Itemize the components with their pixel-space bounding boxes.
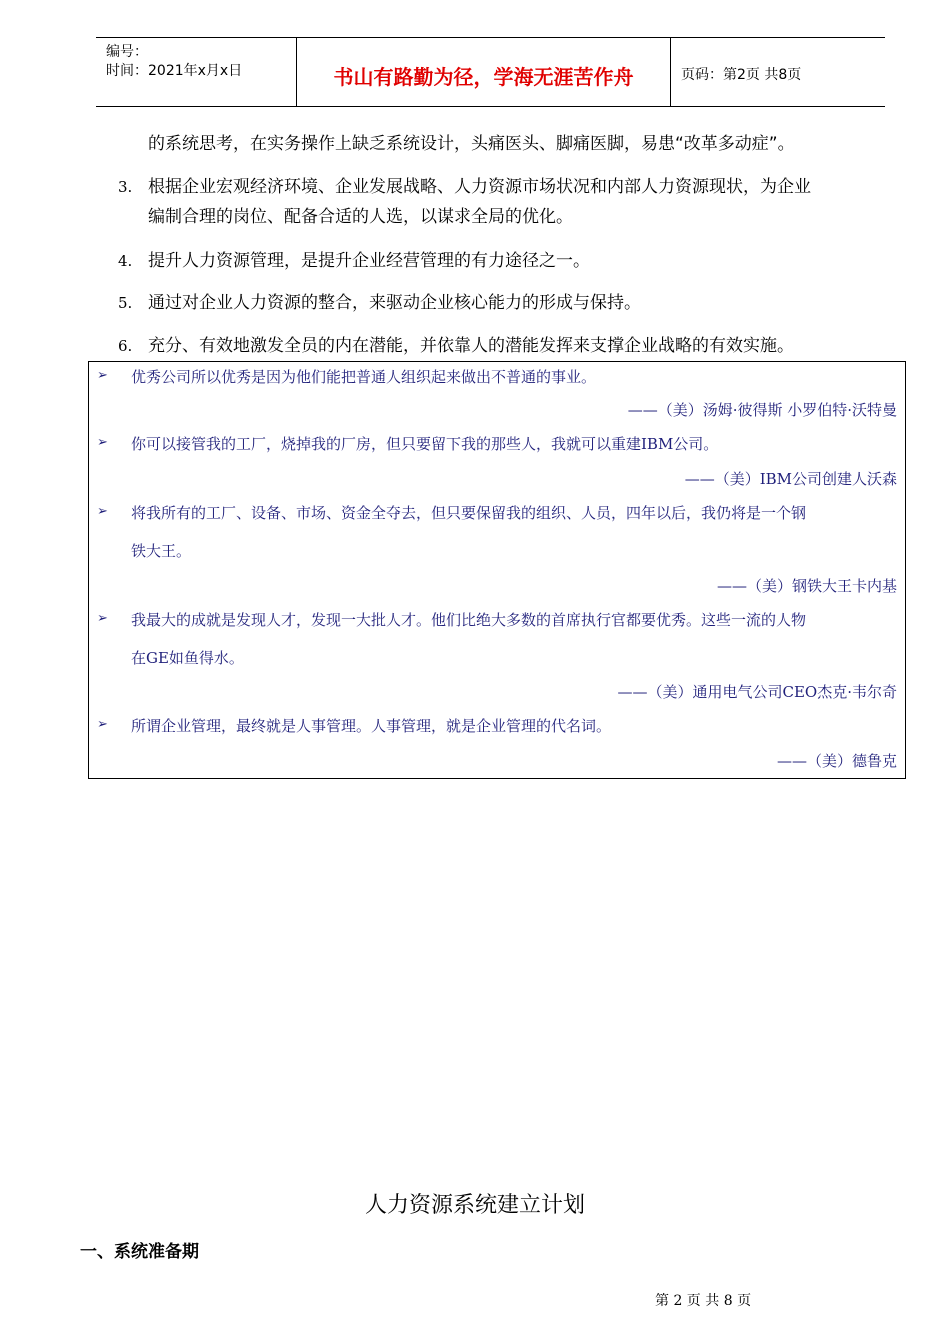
header-motto: 书山有路勤为径，学海无涯苦作舟: [333, 65, 634, 89]
list-item-number: 6.: [118, 337, 133, 355]
header-page-cell: [671, 38, 885, 106]
quote-text: 铁大王。: [131, 542, 192, 560]
page-footer: 第 2 页 共 8 页: [655, 1293, 752, 1309]
document-number-label: 编号：: [106, 44, 148, 60]
arrow-bullet-icon: ➢: [97, 368, 108, 383]
list-item-text: 提升人力资源管理，是提升企业经营管理的有力途径之一。: [148, 251, 590, 271]
quote-attribution: ——（美）德鲁克: [776, 752, 897, 770]
quote-text: 优秀公司所以优秀是因为他们能把普通人组织起来做出不普通的事业。: [131, 368, 597, 386]
header-motto-cell: [297, 38, 671, 106]
quote-attribution: ——（美）钢铁大王卡内基: [716, 577, 897, 595]
list-item-text: 编制合理的岗位、配备合适的人选，以谋求全局的优化。: [148, 207, 573, 227]
list-item-number: 3.: [118, 178, 133, 196]
document-time-label: 时间：2021年x月x日: [106, 63, 243, 79]
continued-paragraph: 的系统思考，在实务操作上缺乏系统设计，头痛医头、脚痛医脚，易患“改革多动症”。: [148, 134, 795, 154]
list-item-text: 根据企业宏观经济环境、企业发展战略、人力资源市场状况和内部人力资源现状，为企业: [148, 177, 811, 197]
arrow-bullet-icon: ➢: [97, 435, 108, 450]
arrow-bullet-icon: ➢: [97, 717, 108, 732]
page-header: [96, 37, 885, 107]
quote-text: 我最大的成就是发现人才，发现一大批人才。他们比绝大多数的首席执行官都要优秀。这些一流的人物: [131, 611, 807, 629]
arrow-bullet-icon: ➢: [97, 611, 108, 626]
quote-text: 所谓企业管理，最终就是人事管理。人事管理，就是企业管理的代名词。: [131, 717, 612, 735]
header-page-number: 页码：第2页 共8页: [681, 67, 802, 83]
list-item-number: 5.: [118, 294, 133, 312]
quote-text: 将我所有的工厂、设备、市场、资金全夺去，但只要保留我的组织、人员，四年以后，我仍将是一个钢: [131, 504, 807, 522]
quote-attribution: ——（美）汤姆·彼得斯 小罗伯特·沃特曼: [627, 401, 897, 419]
document-title: 人力资源系统建立计划: [364, 1193, 585, 1218]
list-item-text: 充分、有效地激发全员的内在潜能，并依靠人的潜能发挥来支撑企业战略的有效实施。: [148, 336, 794, 356]
quote-text: 你可以接管我的工厂，烧掉我的厂房，但只要留下我的那些人，我就可以重建IBM公司。: [131, 435, 719, 453]
section-heading: 一、系统准备期: [80, 1242, 199, 1262]
header-meta-cell: [96, 38, 297, 106]
quote-attribution: ——（美）IBM公司创建人沃森: [684, 470, 897, 488]
quotes-box: [88, 361, 906, 779]
list-item-number: 4.: [118, 252, 133, 270]
quote-text: 在GE如鱼得水。: [131, 649, 244, 667]
arrow-bullet-icon: ➢: [97, 504, 108, 519]
list-item-text: 通过对企业人力资源的整合，来驱动企业核心能力的形成与保持。: [148, 293, 641, 313]
quote-attribution: ——（美）通用电气公司CEO杰克·韦尔奇: [617, 683, 897, 701]
